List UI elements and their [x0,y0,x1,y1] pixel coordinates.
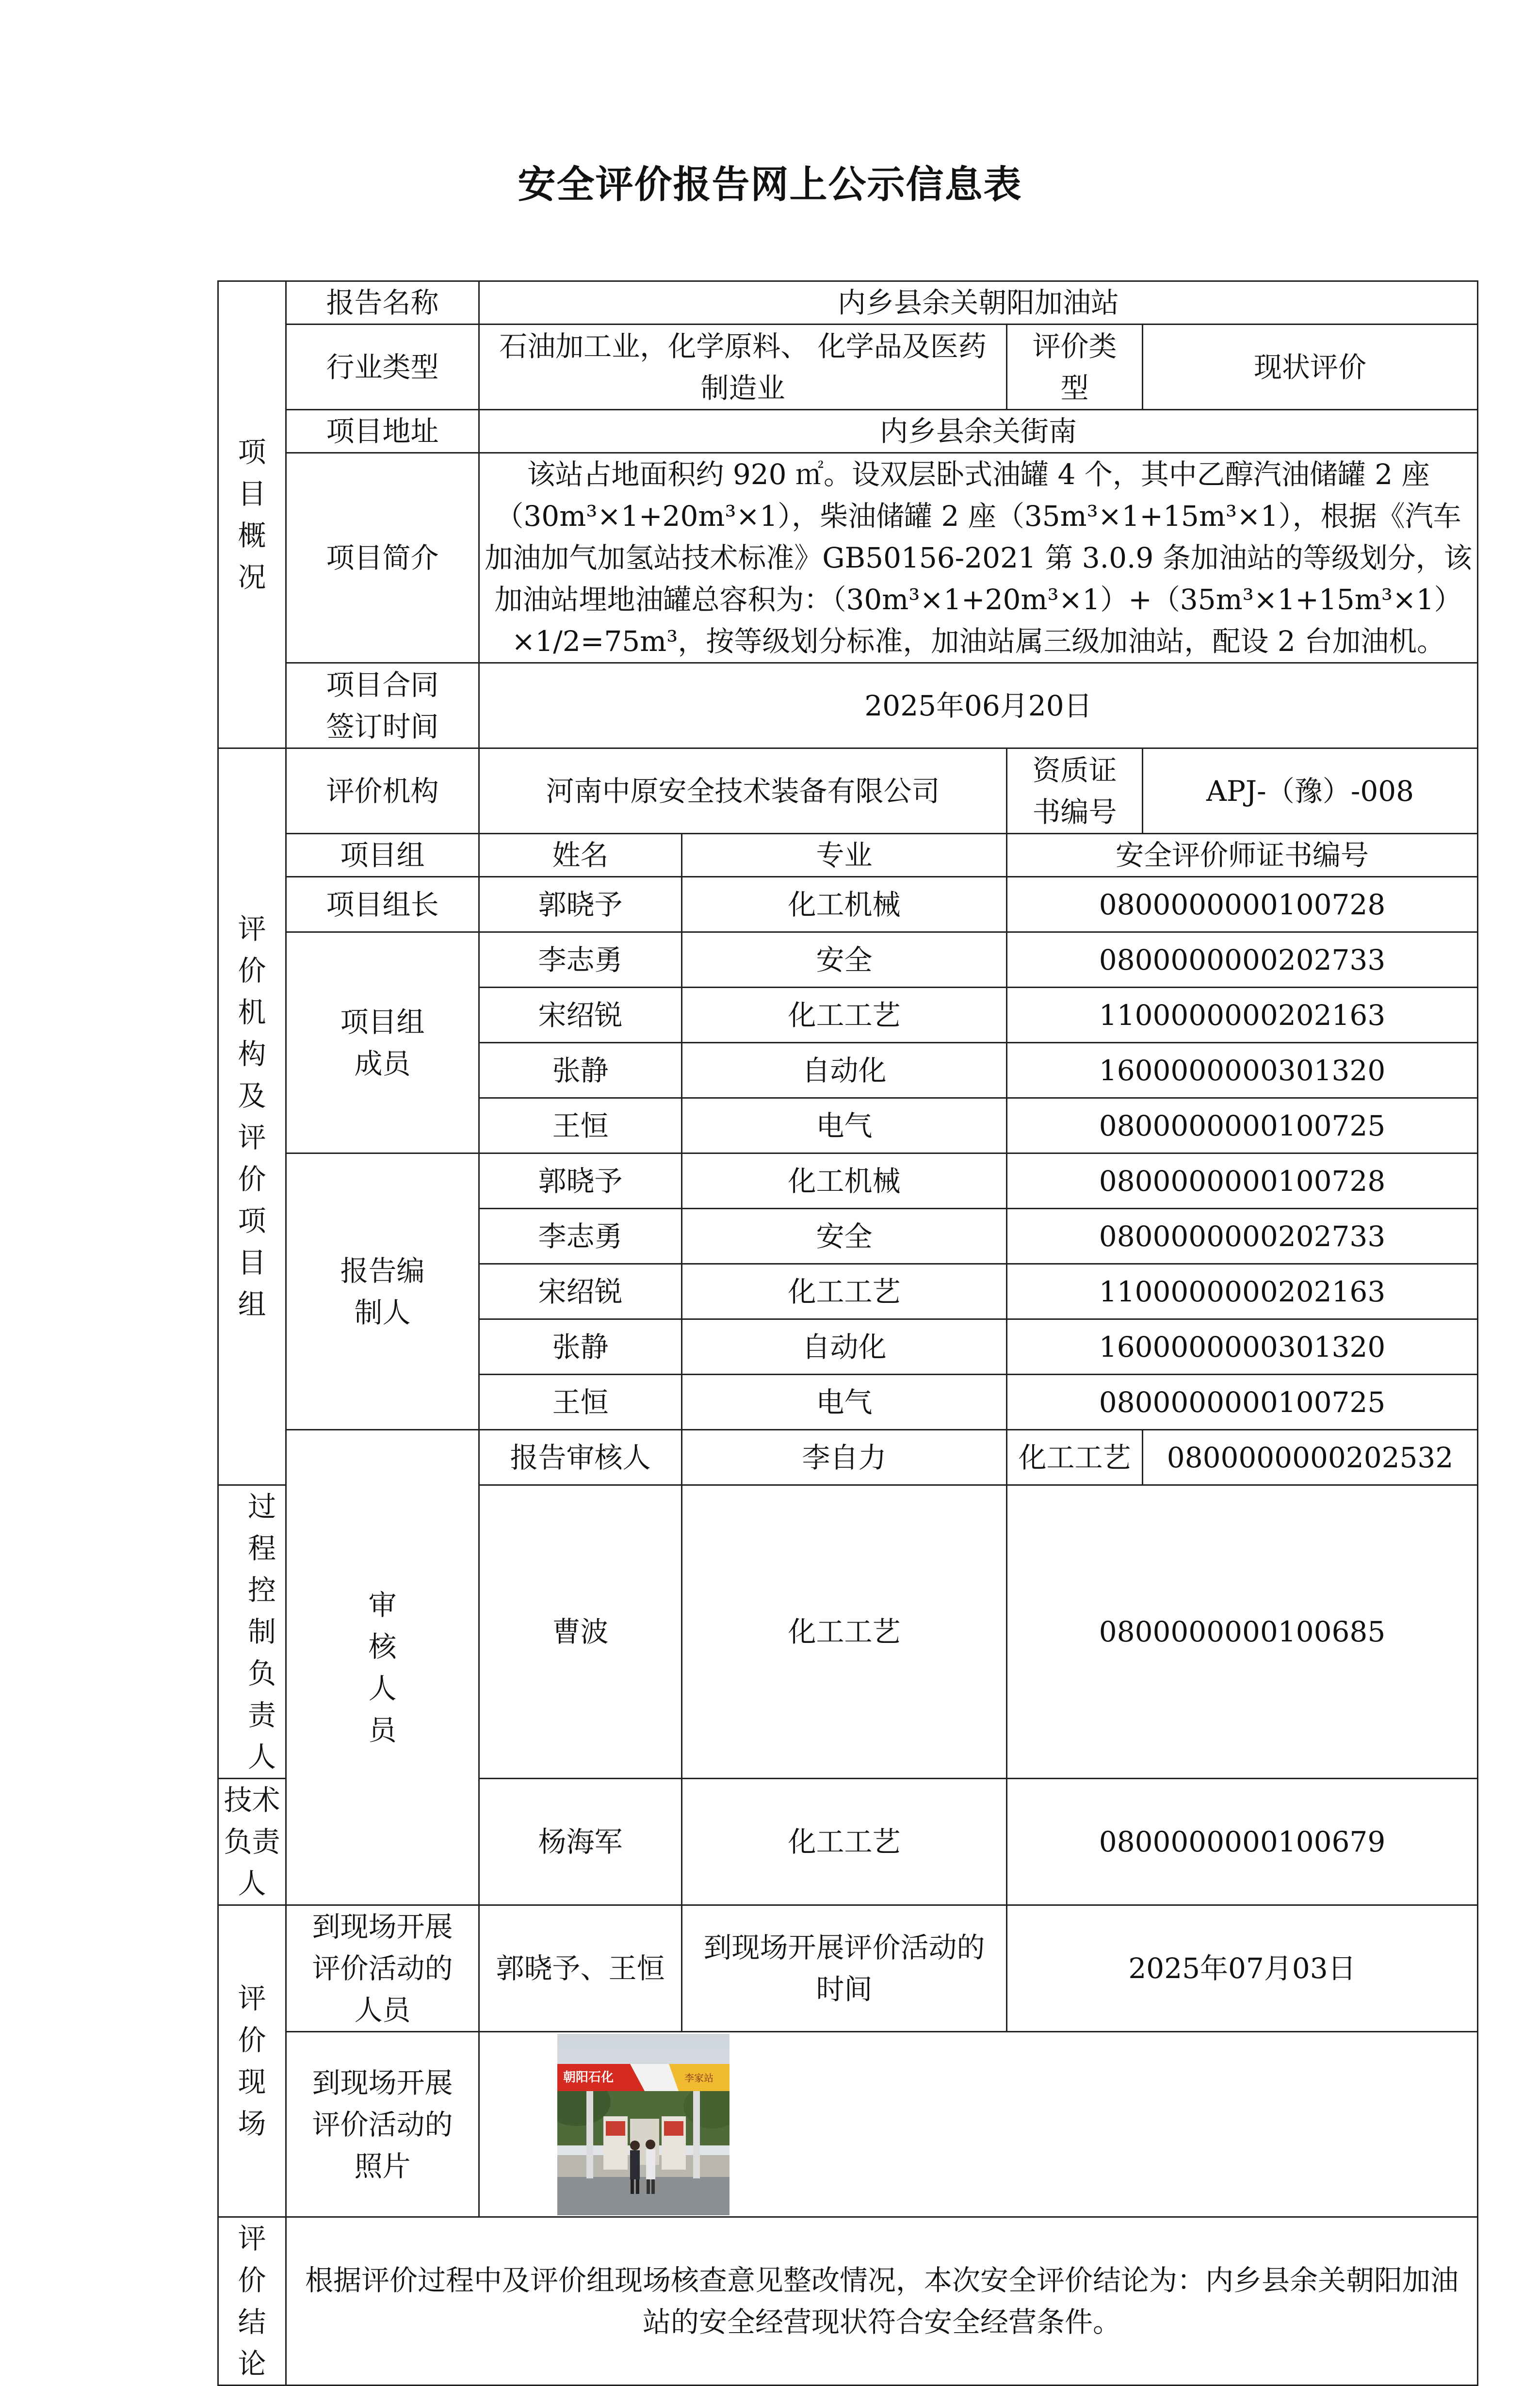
author-major: 自动化 [682,1319,1007,1375]
label-site-time: 到现场开展评价活动的时间 [682,1905,1007,2032]
row-site-people [218,1905,1478,2032]
label-authors: 报告编制人 [286,1153,479,1430]
label-site-people: 到现场开展评价活动的人员 [286,1905,479,2032]
value-contract-date: 2025年06月20日 [479,663,1478,748]
row-site-photo [218,2032,1478,2217]
label-cert: 资质证书编号 [1007,748,1143,834]
section-site: 评 价 现 场 [218,1905,286,2217]
label-leader: 项目组长 [286,877,479,932]
value-conclusion: 根据评价过程中及评价组现场核查意见整改情况，本次安全评价结论为：内乡县余关朝阳加油站的安全经营现状符合安全经营条件。 [286,2217,1478,2386]
table-row [218,932,1478,988]
info-table [217,280,1478,2386]
page-title: 安全评价报告网上公示信息表 [518,162,1022,207]
gas-station-photo [557,2034,729,2215]
row-org [218,748,1478,834]
value-industry: 石油加工业，化学原料、 化学品及医药制造业 [479,325,1007,410]
site-photo [557,2034,729,2215]
row-group-header [218,834,1478,877]
author-major: 安全 [682,1209,1007,1264]
value-cert-no: APJ-（豫）-008 [1143,748,1478,834]
review-cert: 0800000000100685 [1007,1485,1478,1779]
review-cert: 0800000000100679 [1007,1779,1478,1905]
leader-major: 化工机械 [682,877,1007,932]
value-eval-type: 现状评价 [1143,325,1478,410]
author-cert: 0800000000100728 [1007,1153,1478,1209]
member-name: 王恒 [479,1098,682,1153]
header-cert: 安全评价师证书编号 [1007,834,1478,877]
review-role: 报告审核人 [479,1430,682,1485]
leader-cert: 0800000000100728 [1007,877,1478,932]
member-cert: 1100000000202163 [1007,988,1478,1043]
label-org: 评价机构 [286,748,479,834]
section-conclusion: 评 价 结 论 [218,2217,286,2386]
row-industry [218,325,1478,410]
row-report-name [218,281,1478,325]
value-org-name: 河南中原安全技术装备有限公司 [479,748,1007,834]
table-row [218,1430,1478,1485]
header-group: 项目组 [286,834,479,877]
value-site-people: 郭晓予、王恒 [479,1905,682,2032]
review-role: 过程控制负责人 [218,1485,286,1779]
member-major: 电气 [682,1098,1007,1153]
author-major: 电气 [682,1375,1007,1430]
member-name: 李志勇 [479,932,682,988]
section-review: 审 核 人 员 [286,1430,479,1905]
label-contract: 项目合同签订时间 [286,663,479,748]
row-contract [218,663,1478,748]
author-name: 王恒 [479,1375,682,1430]
review-major: 化工工艺 [1007,1430,1143,1485]
label-eval-type: 评价类型 [1007,325,1143,410]
author-cert: 0800000000202733 [1007,1209,1478,1264]
author-major: 化工机械 [682,1153,1007,1209]
row-address [218,410,1478,453]
author-name: 宋绍锐 [479,1264,682,1319]
member-major: 自动化 [682,1043,1007,1098]
label-address: 项目地址 [286,410,479,453]
label-report-name: 报告名称 [286,281,479,325]
section-org: 评 价 机 构 及 评 价 项 目 组 [218,748,286,1485]
review-role: 技术负责人 [218,1779,286,1905]
author-name: 李志勇 [479,1209,682,1264]
review-name: 曹波 [479,1485,682,1779]
member-cert: 1600000000301320 [1007,1043,1478,1098]
review-major: 化工工艺 [682,1779,1007,1905]
member-cert: 0800000000100725 [1007,1098,1478,1153]
row-leader [218,877,1478,932]
member-name: 宋绍锐 [479,988,682,1043]
label-industry: 行业类型 [286,325,479,410]
value-address: 内乡县余关街南 [479,410,1478,453]
author-cert: 1600000000301320 [1007,1319,1478,1375]
member-cert: 0800000000202733 [1007,932,1478,988]
value-intro: 该站占地面积约 920 ㎡。设双层卧式油罐 4 个，其中乙醇汽油储罐 2 座（30m³×1+20m³×1），柴油储罐 2 座（35m³×1+15m³×1），根据《汽车加油加气加氢站技术标准》GB50156-2021 第 3.0.9 条加油站的等级划分，该加油站埋地油罐总容积为：（30m³×1+20m³×1）+（35m³×1+15m³×1）×1/2=75m³，按等级划分标准，加油站属三级加油站，配设 2 台加油机。 [479,453,1478,663]
station-sign-right: 李家站 [684,2072,713,2084]
table-row [218,1153,1478,1209]
value-report-name: 内乡县余关朝阳加油站 [479,281,1478,325]
photo-cell [479,2032,1478,2217]
member-major: 安全 [682,932,1007,988]
author-major: 化工工艺 [682,1264,1007,1319]
header-major: 专业 [682,834,1007,877]
review-cert: 0800000000202532 [1143,1430,1478,1485]
header-name: 姓名 [479,834,682,877]
value-site-time: 2025年07月03日 [1007,1905,1478,2032]
station-sign: 朝阳石化 [563,2070,614,2085]
review-name: 李自力 [682,1430,1007,1485]
author-name: 张静 [479,1319,682,1375]
label-intro: 项目简介 [286,453,479,663]
leader-name: 郭晓予 [479,877,682,932]
author-name: 郭晓予 [479,1153,682,1209]
member-name: 张静 [479,1043,682,1098]
author-cert: 0800000000100725 [1007,1375,1478,1430]
label-site-photo: 到现场开展评价活动的照片 [286,2032,479,2217]
review-major: 化工工艺 [682,1485,1007,1779]
section-overview: 项 目 概 况 [218,281,286,748]
member-major: 化工工艺 [682,988,1007,1043]
row-intro [218,453,1478,663]
review-name: 杨海军 [479,1779,682,1905]
row-conclusion [218,2217,1478,2386]
author-cert: 1100000000202163 [1007,1264,1478,1319]
label-members: 项目组成员 [286,932,479,1153]
